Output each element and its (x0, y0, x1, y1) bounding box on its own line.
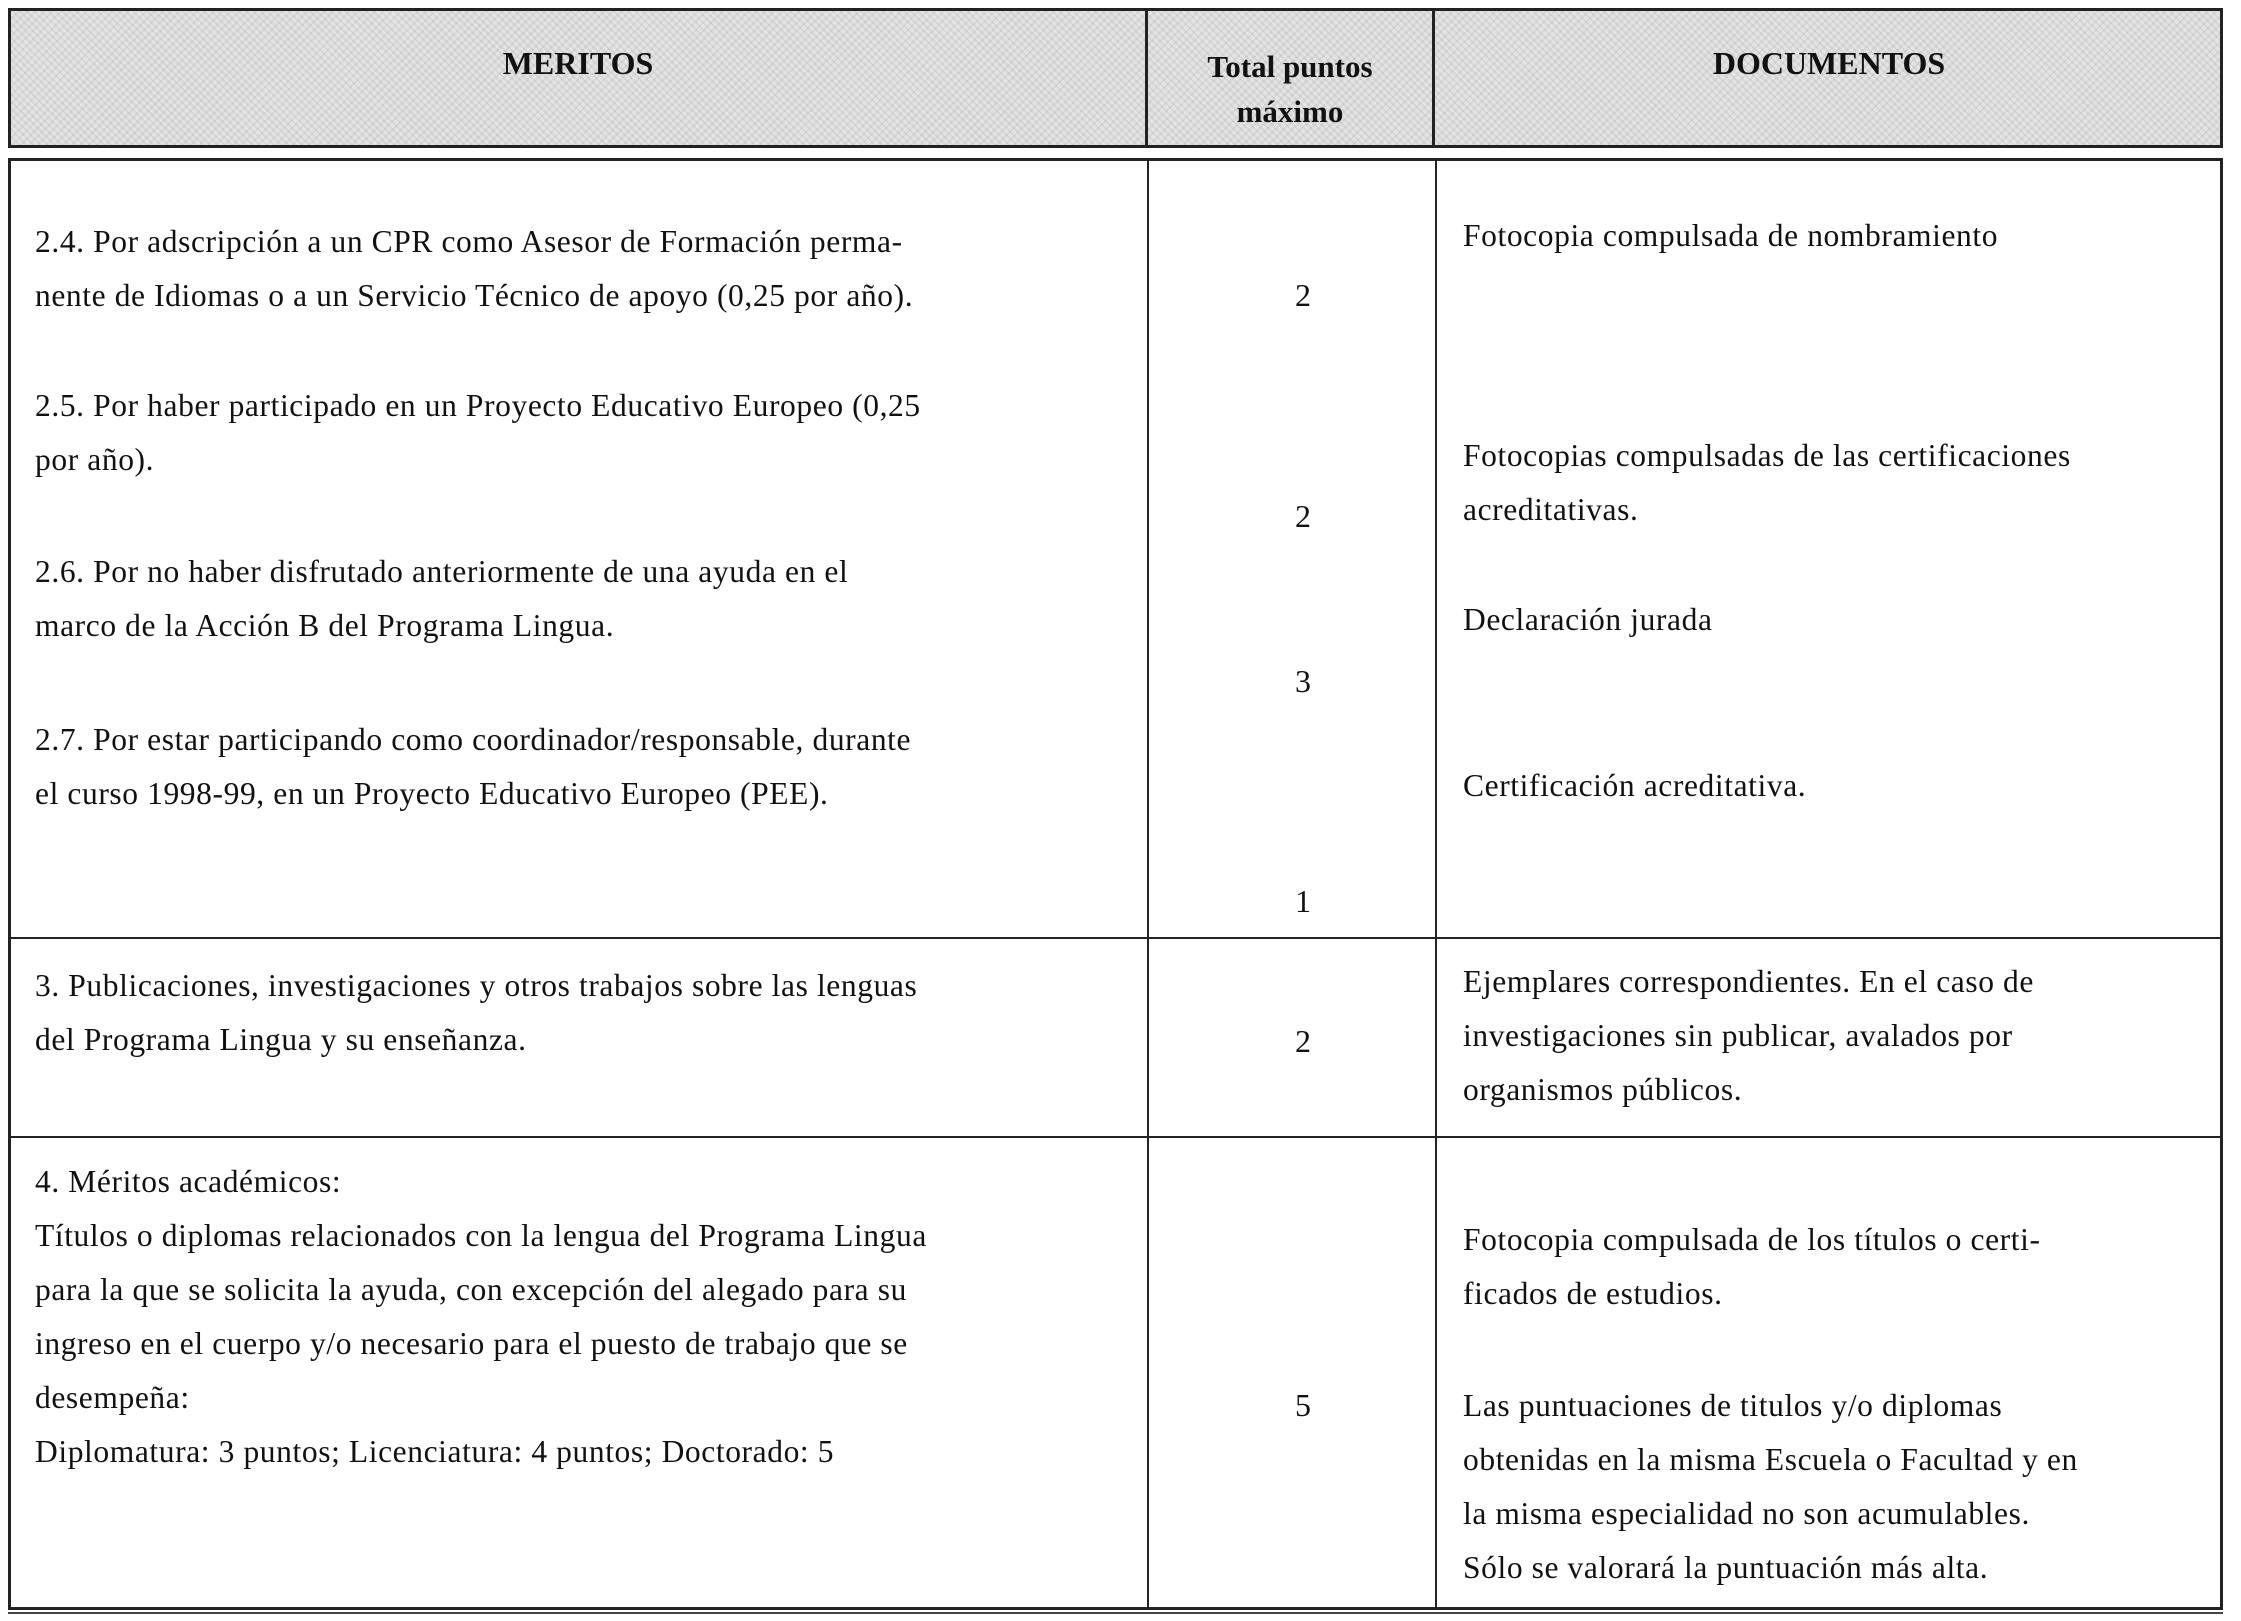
row-4-text-line2: Títulos o diplomas relacionados con la lengua del Programa Lingua (35, 1218, 927, 1253)
bottom-rule (8, 1612, 2223, 1614)
row-4-text-line5: desempeña: (35, 1380, 190, 1415)
row-3-doc-line2: investigaciones sin publicar, avalados por (1463, 1018, 2013, 1053)
row-2-6-points: 3 (1295, 663, 1311, 699)
row-4-doc-b-line2: obtenidas en la misma Escuela o Facultad y en (1463, 1442, 2078, 1477)
row-divider-1 (11, 937, 2220, 939)
row-2-7-doc: Certificación acreditativa. (1463, 768, 1807, 803)
row-3-points: 2 (1295, 1023, 1311, 1059)
row-3-doc-line1: Ejemplares correspondientes. En el caso de (1463, 964, 2034, 999)
row-2-5-points: 2 (1295, 498, 1311, 534)
row-2-4-text-line2: nente de Idiomas o a un Servicio Técnico de apoyo (0,25 por año). (35, 278, 914, 313)
row-2-5-text-line2: por año). (35, 442, 155, 477)
row-4-doc-a-line2: ficados de estudios. (1463, 1276, 1723, 1311)
row-3-text-line2: del Programa Lingua y su enseñanza. (35, 1022, 527, 1057)
row-2-5-doc-line2: acreditativas. (1463, 492, 1639, 527)
header-meritos (11, 11, 1145, 145)
row-2-7-text-line2: el curso 1998-99, en un Proyecto Educativo Europeo (PEE). (35, 776, 829, 811)
row-4-text-line6: Diplomatura: 3 puntos; Licenciatura: 4 puntos; Doctorado: 5 (35, 1434, 835, 1469)
row-divider-2 (11, 1136, 2220, 1138)
row-4-text-line3: para la que se solicita la ayuda, con excepción del alegado para su (35, 1272, 907, 1307)
row-4-doc-b-line1: Las puntuaciones de titulos y/o diplomas (1463, 1388, 2003, 1423)
row-2-4-points: 2 (1295, 277, 1311, 313)
row-4-text-line1: 4. Méritos académicos: (35, 1164, 342, 1199)
row-2-7-points: 1 (1295, 883, 1311, 919)
header-total-line1: Total puntos (1207, 49, 1373, 84)
header-total-line2: máximo (1236, 94, 1344, 129)
header-documentos (1435, 11, 2223, 145)
column-divider-1 (1147, 161, 1149, 1607)
row-2-4-doc: Fotocopia compulsada de nombramiento (1463, 218, 1999, 253)
table-header (8, 8, 2223, 148)
row-4-doc-b-line4: Sólo se valorará la puntuación más alta. (1463, 1550, 1989, 1585)
row-4-doc-b-line3: la misma especialidad no son acumulables. (1463, 1496, 2030, 1531)
row-3-doc-line3: organismos públicos. (1463, 1072, 1743, 1107)
header-total (1148, 11, 1432, 145)
row-2-5-doc-line1: Fotocopias compulsadas de las certificaciones (1463, 438, 2071, 473)
row-3-text-line1: 3. Publicaciones, investigaciones y otros trabajos sobre las lenguas (35, 968, 918, 1003)
row-2-4-text-line1: 2.4. Por adscripción a un CPR como Asesor de Formación perma- (35, 224, 903, 259)
row-4-points: 5 (1295, 1387, 1311, 1423)
header-meritos-label: MERITOS (502, 45, 654, 81)
row-2-6-doc: Declaración jurada (1463, 602, 1713, 637)
row-2-6-text-line1: 2.6. Por no haber disfrutado anteriormente de una ayuda en el (35, 554, 849, 589)
row-2-6-text-line2: marco de la Acción B del Programa Lingua. (35, 608, 615, 643)
header-documentos-label: DOCUMENTOS (1712, 45, 1946, 81)
table-body (8, 158, 2223, 1610)
row-2-7-text-line1: 2.7. Por estar participando como coordinador/responsable, durante (35, 722, 912, 757)
row-2-5-text-line1: 2.5. Por haber participado en un Proyecto Educativo Europeo (0,25 (35, 388, 921, 423)
row-4-text-line4: ingreso en el cuerpo y/o necesario para el puesto de trabajo que se (35, 1326, 908, 1361)
row-4-doc-a-line1: Fotocopia compulsada de los títulos o certi- (1463, 1222, 2041, 1257)
